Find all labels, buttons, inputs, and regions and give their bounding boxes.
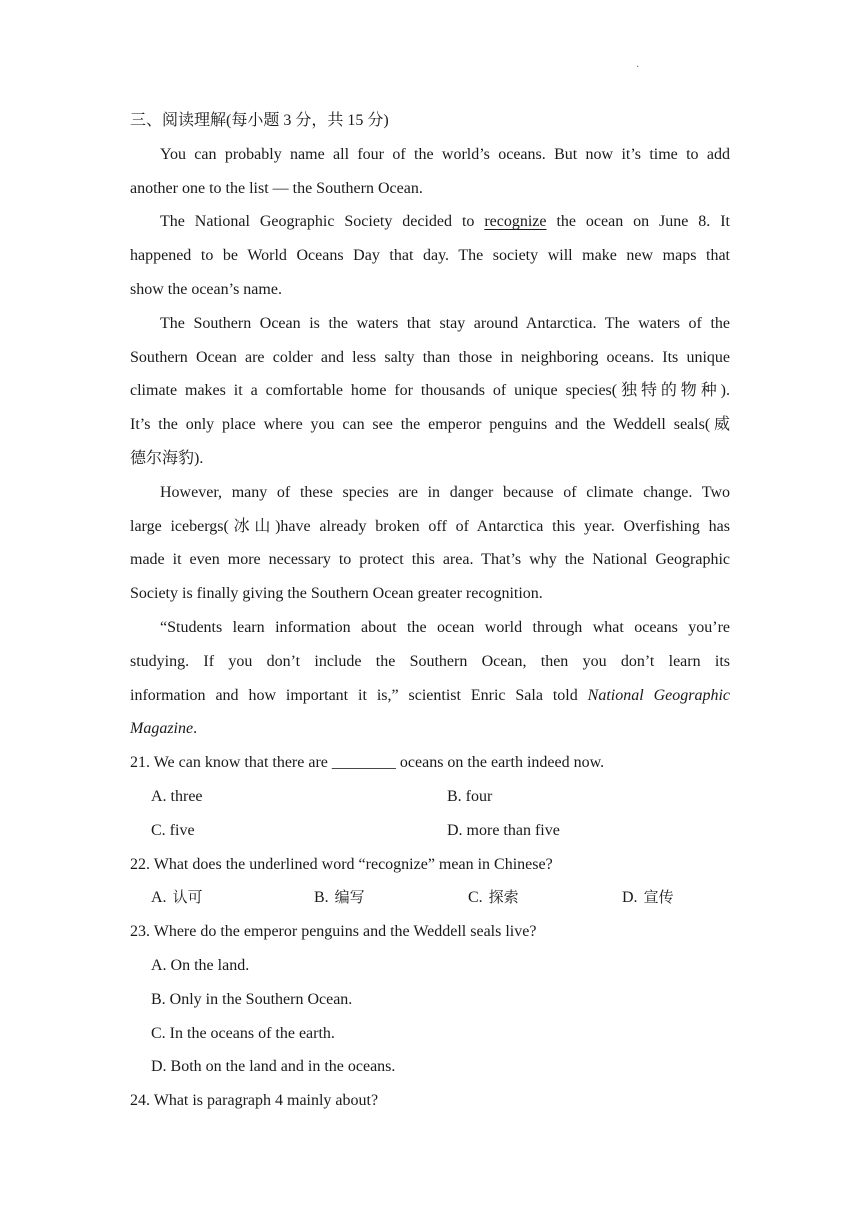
option-b: B. four [447,787,493,805]
option-letter: A. [151,889,167,907]
passage-line: large icebergs(冰山)have already broken off of Antarctica this year. Overfishing has [130,517,730,535]
question-23 [130,915,730,1084]
passage-line: made it even more necessary to protect this area. That’s why the National Geographic [130,551,730,569]
option-c: C. five [151,821,195,839]
passage-line: 德尔海豹). [130,449,204,467]
option-letter: C. [468,889,483,907]
question-stem: 24. What is paragraph 4 mainly about? [130,1092,379,1110]
options-row [130,814,730,848]
option-text: 编写 [334,888,365,907]
passage-line [130,205,730,239]
option-d: D. more than five [447,821,560,839]
option-letter: D. [622,889,638,907]
passage-line: another one to the list — the Southern Ocean. [130,179,423,197]
passage-text: The National Geographic Society decided to [160,213,485,231]
option-text: 认可 [172,888,203,907]
option-b [293,881,447,915]
passage-text: . [193,720,198,738]
question-22 [130,848,730,916]
option-a [130,881,293,915]
question-21 [130,746,730,847]
passage-line [130,679,730,713]
passage-line: You can probably name all four of the world’s oceans. But now it’s time to add [160,145,730,163]
option-a: A. On the land. [151,956,250,974]
passage-line: studying. If you don’t include the Southern Ocean, then you don’t learn its [130,652,730,670]
passage-text: information and how important it is,” scientist Enric Sala told [130,686,588,704]
passage-text: the ocean on June 8. It [546,213,730,231]
magazine-title: National Geographic [587,686,730,704]
page-mark: · [636,62,640,73]
reading-passage [130,138,730,746]
option-b: B. Only in the Southern Ocean. [151,990,353,1008]
section-heading: 三、阅读理解(每小题 3 分，共 15 分) [130,112,389,129]
underlined-word: recognize [484,213,547,231]
question-stem: 21. We can know that there are ________ oceans on the earth indeed now. [130,754,605,772]
question-stem: 23. Where do the emperor penguins and the Weddell seals live? [130,923,537,941]
passage-line: “Students learn information about the ocean world through what oceans you’re [160,618,730,636]
passage-line: Society is finally giving the Southern Ocean greater recognition. [130,585,543,603]
options-row [130,881,730,915]
option-text: 探索 [488,888,519,907]
question-stem: 22. What does the underlined word “recognize” mean in Chinese? [130,855,553,873]
passage-line: However, many of these species are in danger because of climate change. Two [160,483,730,501]
option-c [447,881,601,915]
passage-line: The Southern Ocean is the waters that stay around Antarctica. The waters of the [160,314,730,332]
option-d: D. Both on the land and in the oceans. [151,1058,396,1076]
option-letter: B. [314,889,329,907]
passage-line: climate makes it a comfortable home for thousands of unique species(独特的物种). [130,382,730,400]
passage-line: It’s the only place where you can see the emperor penguins and the Weddell seals(威 [130,416,731,434]
question-24 [130,1084,730,1118]
document-page [130,104,730,1118]
passage-line: Southern Ocean are colder and less salty than those in neighboring oceans. Its unique [130,348,730,366]
option-a: A. three [151,787,203,805]
passage-line: happened to be World Oceans Day that day. The society will make new maps that [130,247,730,265]
options-row [130,780,730,814]
option-d [601,881,674,915]
option-text: 宣传 [643,888,674,907]
magazine-title: Magazine [130,720,194,738]
passage-line [130,712,730,746]
passage-line: show the ocean’s name. [130,280,282,298]
option-c: C. In the oceans of the earth. [151,1024,335,1042]
